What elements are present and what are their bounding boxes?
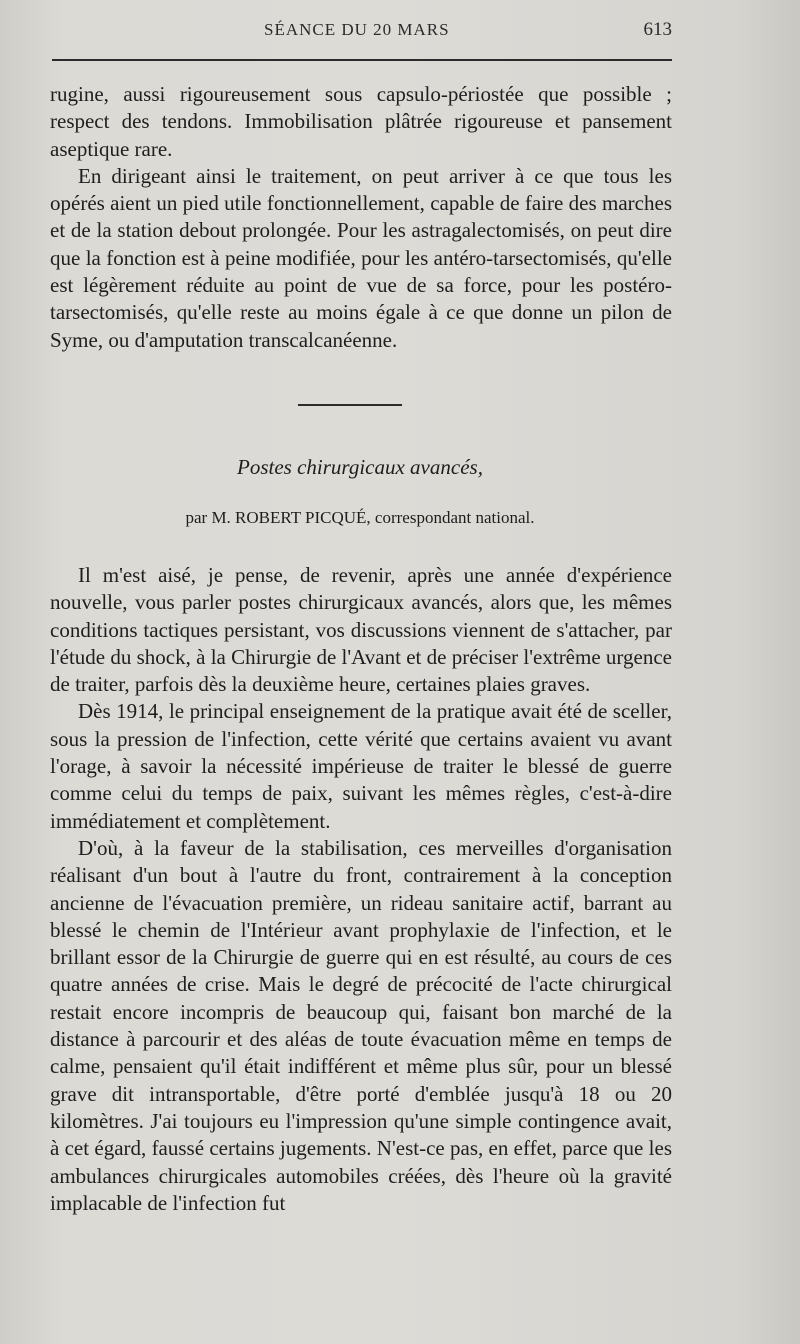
article-byline: par M. ROBERT PICQUÉ, correspondant national. [185, 508, 535, 527]
paragraph: D'où, à la faveur de la stabilisation, ces merveilles d'organisation réalisant d'un bout à l'autre du front, contrairement à la conception ancienne de l'évacuation première, un rideau sanitaire actif, barrant au blessé le chemin de l'Intérieur avant prophylaxie de l'infection, et le brillant essor de la Chirurgie de guerre qui en est résulté, au cours de ces quatre années de crise. Mais le degré de précocité de l'acte chirurgical restait encore incompris de beaucoup qui, faisant bon marché de la distance à parcourir et des aléas de toute évacuation même en temps de calme, pensaient qu'il était indifférent et même plus sûr, pour un blessé grave dit intransportable, d'être porté d'emblée jusqu'à 18 ou 20 kilomètres. J'ai toujours eu l'impression qu'une simple contingence avait, à cet égard, faussé certains jugements. N'est-ce pas, en effet, parce que les ambulances chirurgicales automobiles créées, dès l'heure où la gravité implacable de l'infection fut [50, 835, 672, 1215]
section1-text [50, 81, 672, 354]
paragraph: Dès 1914, le principal enseignement de la pratique avait été de sceller, sous la pression de l'infection, cette vérité que certains avaient vu avant l'orage, à savoir la nécessité impérieuse de traiter le blessé de guerre comme celui du temps de paix, suivant les mêmes règles, c'est-à-dire immédiatement et complètement. [50, 699, 672, 833]
running-header [52, 18, 672, 46]
page-number: 613 [643, 19, 672, 40]
header-rule [52, 59, 672, 61]
section-divider [298, 404, 402, 406]
running-title: SÉANCE DU 20 MARS [264, 20, 450, 39]
paragraph: En dirigeant ainsi le traitement, on peut arriver à ce que tous les opérés aient un pied utile fonctionnellement, capable de faire des marches et de la station debout prolongée. Pour les astragalectomisés, on peut dire que la fonction est à peine modifiée, pour les antéro-tarsectomisés, qu'elle est légèrement réduite au point de vue de sa force, pour les postéro-tarsectomisés, qu'elle reste au moins égale à ce que donne un pilon de Syme, ou d'amputation transcalcanéenne. [50, 163, 672, 352]
paragraph: rugine, aussi rigoureusement sous capsulo-périostée que possible ; respect des tendons. Immobilisation plâtrée rigoureuse et pansement aseptique rare. [50, 82, 672, 161]
article-title: Postes chirurgicaux avancés, [237, 455, 483, 479]
paragraph: Il m'est aisé, je pense, de revenir, après une année d'expérience nouvelle, vous parler postes chirurgicaux avancés, alors que, les mêmes conditions tactiques persistant, vos discussions viennent de s'attacher, par l'étude du shock, à la Chirurgie de l'Avant et de préciser l'extrême urgence de traiter, parfois dès la deuxième heure, certaines plaies graves. [50, 563, 672, 697]
section2-text [50, 562, 672, 1217]
